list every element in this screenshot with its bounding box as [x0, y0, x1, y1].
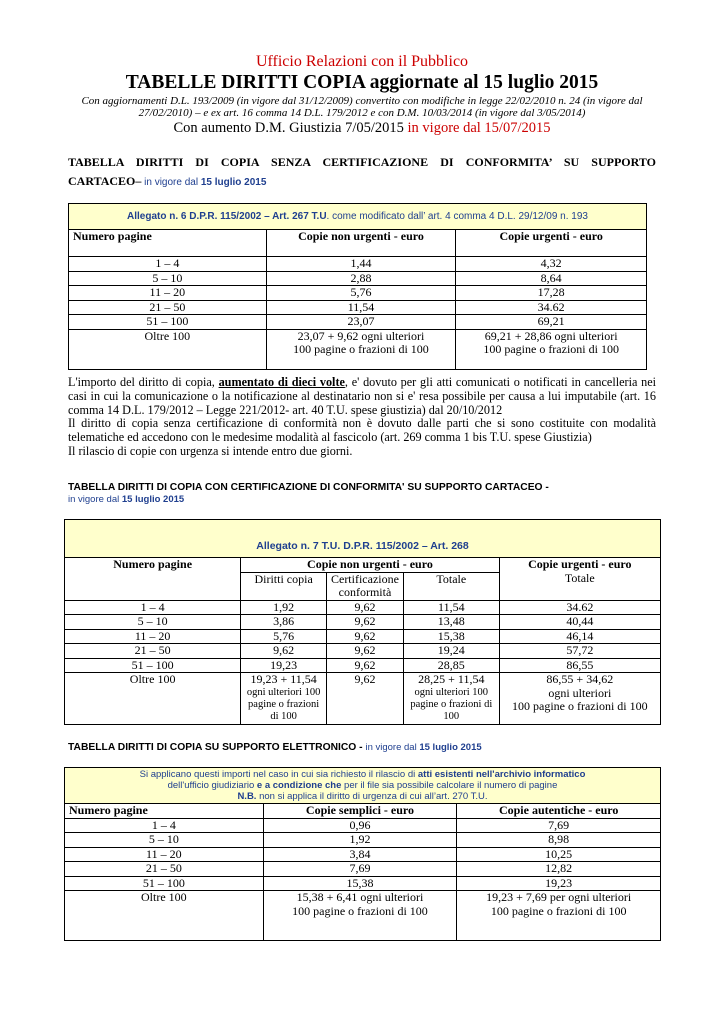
note-text: , e' dovuto per gli atti comunicati o notificati in cancelleria nei casi in cui la comunicazione o la notificazione al destinatario non si e' resa possibile per causa a lui imputabile (art. 16 comma 14 D.L. 179/2012 – Legge 221/2012- art. 40 T.U. spese giustizia) dal 20/10/2012 — [68, 375, 657, 417]
table3-note-box — [64, 767, 661, 804]
section2-title — [68, 482, 656, 505]
table2-caption-box — [64, 519, 661, 558]
table2-cell: 9,62 — [326, 600, 403, 615]
note-text: Si applicano questi importi nel caso in cui sia richiesto il rilascio di — [139, 769, 418, 780]
table2-caption: Allegato n. 7 T.U. D.P.R. 115/2002 – Art. 268 — [256, 540, 469, 552]
table3-cell: 11 – 20 — [65, 847, 264, 862]
table1-cell: 69,21 — [456, 315, 647, 330]
section3-effective-date: 15 luglio 2015 — [419, 742, 482, 753]
table-row — [65, 615, 661, 630]
table2-cell: 21 – 50 — [65, 644, 241, 659]
section3-title-text: TABELLA DIRITTI DI COPIA SU SUPPORTO ELETTRONICO - — [68, 742, 366, 753]
section1-title-line2: CARTACEO– — [68, 174, 142, 188]
table3-cell-line: 19,23 + 7,69 per ogni ulteriori — [486, 890, 632, 904]
table1-caption-ref: Allegato n. 6 D.P.R. 115/2002 – Art. 267 T.U — [127, 211, 327, 222]
table3-note — [65, 769, 660, 803]
table2-cell: Oltre 100 — [65, 673, 241, 725]
table2 — [64, 557, 661, 725]
table3-cell: 0,96 — [263, 818, 457, 833]
table2-header-totale: Totale — [403, 572, 499, 600]
section1-title — [68, 155, 656, 189]
table1-cell: 11,54 — [266, 300, 456, 315]
table-row — [69, 257, 647, 272]
table1-cell: Oltre 100 — [69, 329, 267, 369]
table1-cell — [266, 329, 456, 369]
table1-cell-line: 100 pagine o frazioni di 100 — [483, 342, 619, 356]
dm-effective-date: in vigore dal 15/07/2015 — [407, 120, 551, 136]
table-row — [69, 300, 647, 315]
table3-cell: 1,92 — [263, 833, 457, 848]
table1-cell: 34.62 — [456, 300, 647, 315]
table2-cell: 9,62 — [326, 615, 403, 630]
table1-cell-line: 69,21 + 28,86 ogni ulteriori — [484, 328, 618, 343]
table1-header-urgent: Copie urgenti - euro — [456, 230, 647, 257]
table-row — [65, 862, 661, 877]
table-row — [69, 286, 647, 301]
table-row — [65, 658, 661, 673]
table3-header-simple: Copie semplici - euro — [263, 804, 457, 819]
table3-cell: 8,98 — [457, 833, 661, 848]
table-row — [69, 271, 647, 286]
note-emphasis: aumentato di dieci volte — [218, 375, 345, 389]
table2-cell-line: ogni ulteriori — [548, 685, 612, 700]
dm-text: Con aumento D.M. Giustizia 7/05/2015 — [173, 120, 408, 136]
table3-cell: 3,84 — [263, 847, 457, 862]
note-text: L'importo del diritto di copia, — [68, 375, 219, 389]
table2-cell-line: 28,25 + 11,54 — [418, 672, 485, 686]
table3-cell: 1 – 4 — [65, 818, 264, 833]
table-row — [65, 891, 661, 941]
table1-cell: 1 – 4 — [69, 257, 267, 272]
table2-cell: 11,54 — [403, 600, 499, 615]
table1-caption — [69, 211, 646, 222]
table1-cell — [456, 329, 647, 369]
dm-update-line — [0, 120, 724, 137]
table2-cell: 51 – 100 — [65, 658, 241, 673]
table1-cell: 2,88 — [266, 271, 456, 286]
table3-cell-line: 15,38 + 6,41 ogni ulteriori — [296, 890, 424, 904]
note-emphasis: N.B. — [237, 791, 257, 803]
table2-cell — [241, 673, 327, 725]
table2-cell: 1,92 — [241, 600, 327, 615]
table2-cell: 34.62 — [499, 600, 660, 615]
note-paragraph: Il rilascio di copie con urgenza si intende entro due giorni. — [68, 443, 353, 458]
table2-cell: 15,38 — [403, 629, 499, 644]
table2-header-cert: Certificazione conformità — [326, 572, 403, 600]
table1-cell: 11 – 20 — [69, 286, 267, 301]
section2-title-text: TABELLA DIRITTI DI COPIA CON CERTIFICAZIONE DI CONFORMITA' SU SUPPORTO CARTACEO - — [68, 482, 549, 493]
table2-cell: 19,23 — [241, 658, 327, 673]
note-emphasis: e a condizione che — [256, 780, 342, 792]
section2-effective-date: 15 luglio 2015 — [121, 494, 185, 505]
table2-cell: 9,62 — [241, 644, 327, 659]
table1-cell: 23,07 — [266, 315, 456, 330]
table2-cell: 9,62 — [326, 673, 403, 725]
table3-cell: 15,38 — [263, 876, 457, 891]
table1-cell-line: 100 pagine o frazioni di 100 — [293, 342, 429, 356]
section3-title — [68, 742, 656, 753]
table3-cell: 12,82 — [457, 862, 661, 877]
table2-cell — [499, 673, 660, 725]
table2-header-non-urgent: Copie non urgenti - euro — [241, 558, 499, 573]
table2-cell: 28,85 — [403, 658, 499, 673]
table1-cell: 51 – 100 — [69, 315, 267, 330]
update-notes: Con aggiornamenti D.L. 193/2009 (in vigore dal 31/12/2009) convertito con modifiche in legge 22/02/2010 n. 24 (in vigore dal 27/02/2010) – e ex art. 16 comma 14 D.L. 179/2012 e con D.M. 10/03/2014 (in vigore dal 3/05/2014) — [81, 95, 643, 119]
note-paragraph — [68, 376, 656, 417]
table2-cell: 40,44 — [499, 615, 660, 630]
table2-cell-line: 86,55 + 34,62 — [546, 672, 614, 686]
table2-cell-line: 100 pagine o frazioni di 100 — [512, 699, 648, 713]
section1-effective-label: in vigore dal — [141, 177, 201, 188]
table1 — [68, 229, 647, 370]
table3-header-pages: Numero pagine — [65, 804, 264, 819]
section2-effective-label: in vigore dal — [68, 494, 122, 505]
table1-cell: 5 – 10 — [69, 271, 267, 286]
table3-cell: 19,23 — [457, 876, 661, 891]
table1-cell: 1,44 — [266, 257, 456, 272]
table1-cell-line: 23,07 + 9,62 ogni ulteriori — [297, 328, 425, 343]
table2-cell: 5,76 — [241, 629, 327, 644]
table-row — [69, 315, 647, 330]
page-title: TABELLE DIRITTI COPIA aggiornate al 15 luglio 2015 — [125, 72, 599, 93]
table2-header-pages: Numero pagine — [65, 558, 241, 601]
table3-header-authentic: Copie autentiche - euro — [457, 804, 661, 819]
table-row — [65, 673, 661, 725]
note-text: non si applica il diritto di urgenza di cui all’art. 270 T.U. — [256, 791, 488, 803]
table1-cell: 5,76 — [266, 286, 456, 301]
section3-effective-label: in vigore dal — [365, 742, 420, 753]
note-text: dell'ufficio giudiziario — [167, 780, 257, 792]
note-emphasis: atti esistenti nell'archivio informatico — [417, 769, 586, 780]
table3-cell-line: 100 pagine o frazioni di 100 — [292, 903, 428, 918]
table1-header-pages: Numero pagine — [69, 230, 267, 257]
table3-cell: 5 – 10 — [65, 833, 264, 848]
table3-cell: 10,25 — [457, 847, 661, 862]
table2-cell — [403, 673, 499, 725]
table2-cell: 1 – 4 — [65, 600, 241, 615]
table1-cell: 8,64 — [456, 271, 647, 286]
table2-cell-line: ogni ulteriori 100 pagine o frazioni di 100 — [246, 686, 321, 722]
table2-header-diritti: Diritti copia — [241, 572, 327, 600]
table2-header-urgent: Copie urgenti - euro — [499, 558, 660, 573]
table2-cell-line: 19,23 + 11,54 — [250, 672, 317, 686]
table1-cell: 17,28 — [456, 286, 647, 301]
table1-header-non-urgent: Copie non urgenti - euro — [266, 230, 456, 257]
table3-cell-line: 100 pagine o frazioni di 100 — [490, 903, 627, 918]
table-row — [65, 818, 661, 833]
table3-cell: 7,69 — [457, 818, 661, 833]
section1-notes — [68, 376, 656, 459]
table-row — [65, 644, 661, 659]
table2-cell-line: ogni ulteriori 100 pagine o frazioni di 100 — [410, 686, 493, 722]
table3-cell: 21 – 50 — [65, 862, 264, 877]
table2-cell: 57,72 — [499, 644, 660, 659]
table2-cell: 5 – 10 — [65, 615, 241, 630]
table2-cell: 86,55 — [499, 658, 660, 673]
table3-cell — [457, 891, 661, 941]
table-row — [65, 629, 661, 644]
table2-cell: 3,86 — [241, 615, 327, 630]
table1-cell: 4,32 — [456, 257, 647, 272]
table1-caption-box — [68, 203, 647, 230]
table3 — [64, 803, 661, 941]
table2-cell: 19,24 — [403, 644, 499, 659]
table-row — [65, 847, 661, 862]
section1-title-line1: TABELLA DIRITTI DI COPIA SENZA CERTIFICAZIONE DI CONFORMITA’ SU SUPPORTO — [68, 155, 656, 169]
table2-cell: 9,62 — [326, 629, 403, 644]
office-name: Ufficio Relazioni con il Pubblico — [255, 53, 469, 70]
table2-cell: 13,48 — [403, 615, 499, 630]
table-row — [69, 329, 647, 369]
table3-cell: 51 – 100 — [65, 876, 264, 891]
table2-cell: 46,14 — [499, 629, 660, 644]
table-row — [65, 600, 661, 615]
table2-cell: 9,62 — [326, 658, 403, 673]
table-row — [65, 833, 661, 848]
table-row — [65, 876, 661, 891]
table2-cell: 11 – 20 — [65, 629, 241, 644]
table3-cell — [263, 891, 457, 941]
table3-cell: 7,69 — [263, 862, 457, 877]
note-paragraph: Il diritto di copia senza certificazione di conformità non è dovuto dalle parti che si sono costituite con modalità telematiche ed accedono con le medesime modalità al fascicolo (art. 269 comma 1 bis T.U. spese Giustizia) — [68, 416, 656, 445]
table2-cell: 9,62 — [326, 644, 403, 659]
table3-cell: Oltre 100 — [65, 891, 264, 941]
table1-cell: 21 – 50 — [69, 300, 267, 315]
table1-caption-note: . come modificato dall’ art. 4 comma 4 D.L. 29/12/09 n. 193 — [326, 211, 588, 222]
table2-header-totale-urgent: Totale — [499, 572, 660, 600]
section1-effective-date: 15 luglio 2015 — [200, 177, 267, 188]
note-text: per il file sia possibile calcolare il numero di pagine — [341, 780, 558, 792]
